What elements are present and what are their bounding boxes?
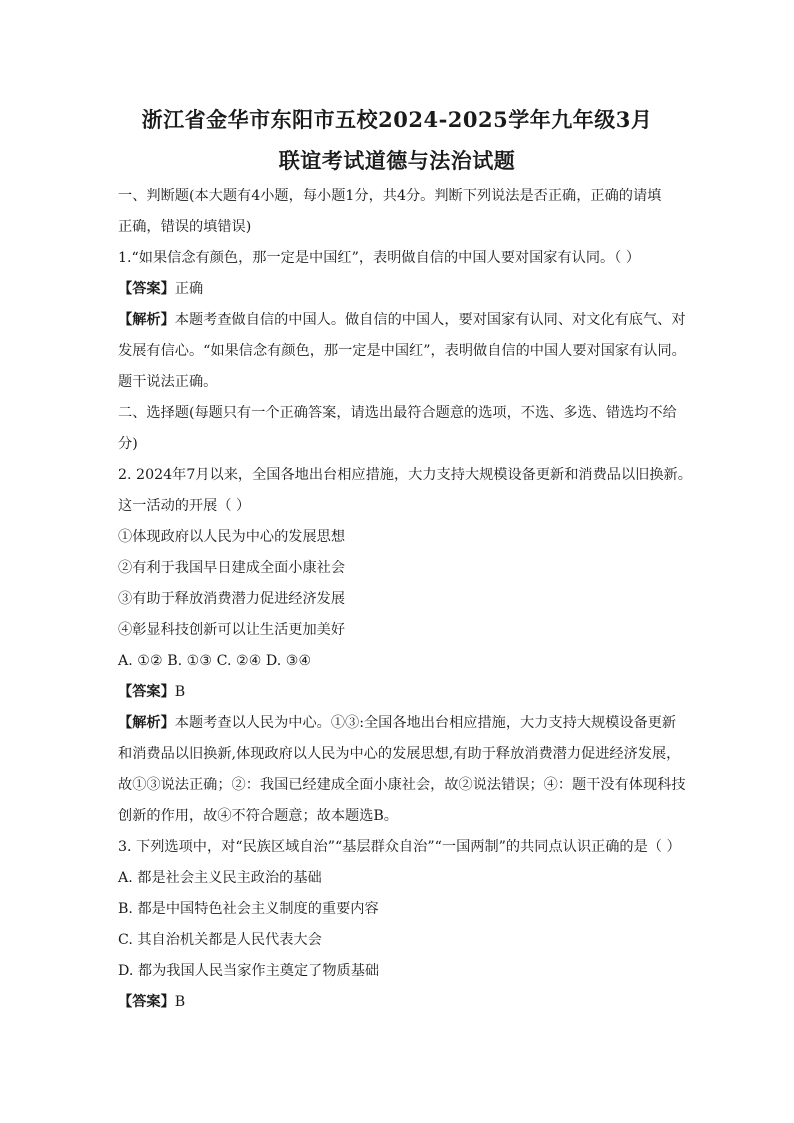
q1-answer-label: 【答案】 <box>118 281 175 297</box>
title-line-2: 联谊考试道德与法治试题 <box>278 148 516 173</box>
q2-analysis-line3: 故①③说法正确；②：我国已经建成全面小康社会，故②说法错误；④：题干没有体现科技 <box>118 777 686 793</box>
q2-stem-line2: 这一活动的开展（ ） <box>118 498 251 514</box>
section1-heading-line2: 正确，错误的填错误) <box>118 219 252 235</box>
q1-analysis-line1 <box>118 310 698 330</box>
q3-stem: 3. 下列选项中，对“民族区域自治”“基层群众自治”“一国两制”的共同点认识正确的是（ ） <box>118 839 681 855</box>
q2-options: A. ①② B. ①③ C. ②④ D. ③④ <box>118 653 312 669</box>
q3-answer <box>118 992 698 1012</box>
q3-answer-value: B <box>174 994 186 1010</box>
q3-answer-label: 【答案】 <box>118 994 175 1010</box>
q2-item-2: ②有利于我国早日建成全面小康社会 <box>118 560 346 576</box>
q2-analysis-line1 <box>118 713 698 733</box>
section2-heading-line2: 分) <box>118 436 138 452</box>
q2-answer-value: B <box>174 684 186 700</box>
q2-analysis-line2: 和消费品以旧换新,体现政府以人民为中心的发展思想,有助于释放消费潜力促进经济发展， <box>118 746 681 762</box>
q1-answer <box>118 279 698 299</box>
q1-analysis-line2: 发展有信心。“如果信念有颜色，那一定是中国红”，表明做自信的中国人要对国家有认同。 <box>118 343 686 359</box>
title-line-1: 浙江省金华市东阳市五校2024-2025学年九年级3月 <box>141 107 653 132</box>
q2-analysis-text1: 本题考查以人民为中心。①③:全国各地出台相应措施，大力支持大规模设备更新 <box>174 715 677 731</box>
section2-heading-line1: 二、选择题(每题只有一个正确答案，请选出最符合题意的选项，不选、多选、错选均不给 <box>118 405 677 421</box>
q2-answer <box>118 682 698 702</box>
q1-analysis-line3: 题干说法正确。 <box>118 374 218 390</box>
q3-option-d: D. 都为我国人民当家作主奠定了物质基础 <box>118 963 380 979</box>
q1-analysis-label: 【解析】 <box>118 312 175 328</box>
q2-analysis-label: 【解析】 <box>118 715 175 731</box>
q1-answer-value: 正确 <box>174 281 204 297</box>
q1-stem: 1.“如果信念有颜色，那一定是中国红”，表明做自信的中国人要对国家有认同。（ ） <box>118 250 641 266</box>
q2-item-3: ③有助于释放消费潜力促进经济发展 <box>118 591 346 607</box>
q2-stem-line1: 2. 2024年7月以来，全国各地出台相应措施，大力支持大规模设备更新和消费品以旧换新。 <box>118 467 692 483</box>
section1-heading-line1: 一、判断题(本大题有4小题，每小题1分，共4分。判断下列说法是否正确，正确的请填 <box>118 188 662 204</box>
q3-option-b: B. 都是中国特色社会主义制度的重要内容 <box>118 901 379 917</box>
q3-option-c: C. 其自治机关都是人民代表大会 <box>118 932 322 948</box>
q1-analysis-text1: 本题考查做自信的中国人。做自信的中国人，要对国家有认同、对文化有底气、对 <box>174 312 686 328</box>
q2-analysis-line4: 创新的作用，故④不符合题意；故本题选B。 <box>118 808 398 824</box>
q2-item-1: ①体现政府以人民为中心的发展思想 <box>118 529 346 545</box>
q2-answer-label: 【答案】 <box>118 684 175 700</box>
q3-option-a: A. 都是社会主义民主政治的基础 <box>118 870 322 886</box>
q2-item-4: ④彰显科技创新可以让生活更加美好 <box>118 622 346 638</box>
